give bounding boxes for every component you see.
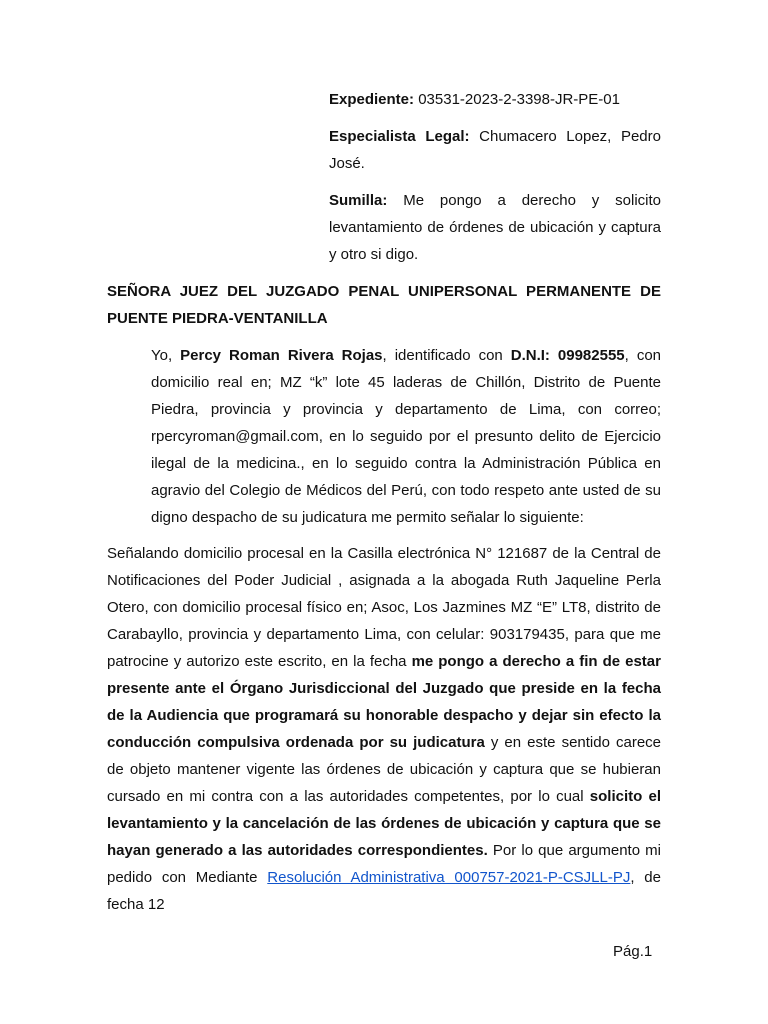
- intro-text-3: , con domicilio real en; MZ “k” lote 45 laderas de Chillón, Distrito de Puente Piedra, provincia y provincia y departamento de Lima, con correo; rpercyroman@gmail.com, en lo seguido por el presunto delito de Ejercicio ilegal de la medicina., en lo seguido contra la Administración Pública en agravio del Colegio de Médicos del Perú, con todo respeto ante usted de su digno despacho de su judicatura me permito señalar lo siguiente:: [151, 347, 661, 526]
- body-bold-2: solicito el levantamiento y la cancelación de las órdenes de ubicación y captura que se hayan generado a las autoridades correspondientes.: [107, 788, 661, 859]
- expediente-label: Expediente:: [329, 91, 415, 108]
- resolution-link[interactable]: Resolución Administrativa 000757-2021-P-CSJLL-PJ: [267, 869, 631, 886]
- intro-text-1: Yo,: [151, 347, 181, 364]
- intro-paragraph: [151, 342, 661, 531]
- page-number: Pág.1: [613, 943, 653, 960]
- body-text-3: Por lo que argumento mi pedido con Mediante: [107, 842, 661, 886]
- especialista-line: [329, 123, 661, 177]
- expediente-line: [329, 86, 661, 113]
- body-bold-1: me pongo a derecho a fin de estar presente ante el Órgano Jurisdiccional del Juzgado que preside en la fecha de la Audiencia que programará su honorable despacho y dejar sin efecto la conducción compulsiva ordenada por su judicatura: [107, 653, 661, 751]
- sumilla-label: Sumilla:: [329, 192, 388, 209]
- dni-number: D.N.I: 09982555: [510, 347, 625, 364]
- expediente-value: 03531-2023-2-3398-JR-PE-01: [414, 91, 620, 108]
- body-text-1: Señalando domicilio procesal en la Casilla electrónica N° 121687 de la Central de Notificaciones del Poder Judicial , asignada a la abogada Ruth Jaqueline Perla Otero, con domicilio procesal físico en; Asoc, Los Jazmines MZ “E” LT8, distrito de Carabayllo, provincia y departamento Lima, con celular: 903179435, para que me patrocine y autorizo este escrito, en la fecha: [107, 545, 661, 670]
- body-text-2: y en este sentido carece de objeto mantener vigente las órdenes de ubicación y captura que se hubieran cursado en mi contra con a las autoridades competentes, por lo cual: [107, 734, 662, 805]
- intro-text-2: , identificado con: [382, 347, 511, 364]
- body-text-4: , de fecha 12: [107, 869, 661, 913]
- case-header: [329, 86, 661, 278]
- especialista-value: Chumacero Lopez, Pedro José.: [329, 128, 661, 172]
- sumilla-value: Me pongo a derecho y solicito levantamiento de órdenes de ubicación y captura y otro si digo.: [329, 192, 661, 263]
- especialista-label: Especialista Legal:: [329, 128, 470, 145]
- addressee-heading: SEÑORA JUEZ DEL JUZGADO PENAL UNIPERSONAL PERMANENTE DE PUENTE PIEDRA-VENTANILLA: [107, 283, 661, 327]
- sumilla-line: [329, 187, 661, 268]
- petitioner-name: Percy Roman Rivera Rojas: [180, 347, 383, 364]
- body-paragraph: [107, 540, 661, 918]
